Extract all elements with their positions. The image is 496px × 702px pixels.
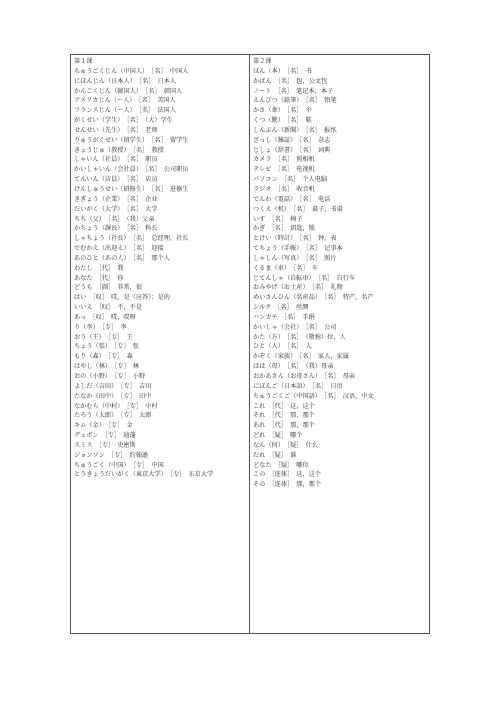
vocab-entry: だれ ［疑］ 谁 bbox=[253, 451, 297, 459]
vocab-entry: ちょう（張） ［专］ 张 bbox=[74, 343, 139, 351]
vocab-entry: かた（方） ［名］ （敬称）位，人 bbox=[253, 333, 346, 341]
vocab-entry: くるま（車） ［名］ 车 bbox=[253, 264, 318, 272]
vocab-entry: だいがく（大学） ［名］ 大学 bbox=[74, 205, 158, 213]
vocab-entry: おの（小野） ［专］ 小野 bbox=[74, 373, 146, 380]
vocab-entry: てちょう（手帳） ［名］ 记事本 bbox=[253, 245, 343, 253]
vocab-entry: どうも ［副］ 非常，很 bbox=[74, 284, 143, 292]
lesson2-title: 第２课 bbox=[253, 58, 272, 65]
vocab-entry: かんこくじん（韓国人） ［名］ 韩国人 bbox=[74, 87, 183, 95]
vocab-entry: とうきょうだいがく（東京大学） ［专］ 东京大学 bbox=[74, 471, 214, 479]
vocab-entry: ちゅうごく（中国） ［专］ 中国 bbox=[74, 461, 164, 469]
vocab-entry: もり（森） ［专］ 森 bbox=[74, 353, 133, 361]
vocab-entry: じしょ（辞書） ［名］ 词典 bbox=[253, 146, 331, 154]
vocab-entry: わたし ［代］ 我 bbox=[74, 264, 124, 272]
vocab-entry: しゃいん（社員） ［名］ 职员 bbox=[74, 156, 158, 164]
vocab-entry: ちち（父） ［名］ （我）父亲 bbox=[74, 215, 155, 223]
vocab-entry: よしだ（吉田） ［专］ 吉田 bbox=[74, 382, 152, 390]
vocab-entry: じてんしゃ（自転車） ［名］ 自行车 bbox=[253, 274, 356, 282]
vocab-entry: カメラ ［名］ 照相机 bbox=[253, 156, 315, 164]
vocab-entry: かぎ ［名］ 钥匙，锁 bbox=[253, 225, 315, 233]
vocab-entry: めいさんひん（名産品） ［名］ 特产，名产 bbox=[253, 294, 374, 302]
vocab-entry: あっ ［叹］ 哎，哎呀 bbox=[74, 313, 136, 321]
vocab-entry: あなた ［代］ 你 bbox=[74, 274, 124, 282]
lesson1-column bbox=[71, 55, 250, 633]
vocab-entry: あのひと（あの人） ［名］ 那个人 bbox=[74, 254, 170, 262]
vocab-entry: あれ ［代］ 那，那个 bbox=[253, 422, 315, 430]
vocab-entry: かいしゃ（会社） ［名］ 公司 bbox=[253, 323, 337, 331]
vocab-entry: かぞく（家族） ［名］ 家人，家属 bbox=[253, 353, 349, 361]
vocab-entry: しんぶん（新聞） ［名］ 报纸 bbox=[253, 126, 337, 134]
vocab-entry: フランスじん（～人） ［名］ 法国人 bbox=[74, 107, 176, 115]
vocabulary-table bbox=[70, 54, 430, 634]
vocab-entry: ちゅうごくご（中国語） ［名］ 汉语，中文 bbox=[253, 392, 374, 400]
vocab-entry: でむかえ（出迎え） ［名］ 迎接 bbox=[74, 245, 164, 253]
vocab-entry: でんわ（電話） ［名］ 电话 bbox=[253, 195, 331, 203]
vocab-entry: どなた ［疑］ 哪位 bbox=[253, 461, 309, 469]
vocab-entry: それ ［代］ 那，那个 bbox=[253, 412, 315, 420]
vocab-entry: とけい（時計） ［名］ 钟，表 bbox=[253, 235, 337, 243]
vocab-entry: たろう（太郎） ［专］ 太郎 bbox=[74, 412, 152, 420]
vocab-entry: り（李） ［专］ 李 bbox=[74, 323, 127, 331]
vocab-entry: きぎょう（企業） ［名］ 企业 bbox=[74, 195, 158, 203]
vocab-entry: ちゅうごくじん（中国人） ［名］ 中国人 bbox=[74, 67, 189, 75]
vocab-entry: その ［连体］ 那，那个 bbox=[253, 481, 322, 489]
vocab-entry: なかむら（中村） ［专］ 中村 bbox=[74, 402, 158, 410]
vocab-entry: スミス ［专］ 史密斯 bbox=[74, 441, 136, 449]
vocab-entry: ジョンソン ［专］ 约翰逊 bbox=[74, 451, 149, 459]
vocab-entry: キム（金） ［专］ 金 bbox=[74, 422, 133, 430]
vocab-entry: テレビ ［名］ 电视机 bbox=[253, 166, 315, 174]
vocab-entry: アメリカじん（～人） ［名］ 美国人 bbox=[74, 97, 176, 105]
vocab-entry: これ ［代］ 这，这个 bbox=[253, 402, 315, 410]
vocab-entry: はは（母） ［名］ （我）母亲 bbox=[253, 363, 334, 371]
vocab-entry: たなか（田中） ［专］ 田中 bbox=[74, 392, 152, 400]
vocab-entry: かさ（傘） ［名］ 伞 bbox=[253, 107, 312, 115]
vocab-entry: きょうじゅ（教授） ［名］ 教授 bbox=[74, 146, 164, 154]
vocab-entry: ハンカチ ［名］ 手绢 bbox=[253, 313, 315, 321]
vocab-entry: がくせい（学生） ［名］ （大）学生 bbox=[74, 117, 173, 125]
vocab-entry: なん（何） ［疑］ 什么 bbox=[253, 441, 318, 449]
vocab-entry: どれ ［疑］ 哪个 bbox=[253, 432, 303, 440]
vocab-entry: くつ（靴） ［名］ 鞋 bbox=[253, 117, 312, 125]
vocab-entry: かばん ［名］ 包，公文包 bbox=[253, 77, 328, 85]
vocab-entry: ノート ［名］ 笔记本，本子 bbox=[253, 87, 334, 95]
vocab-entry: けんしゅうせい（研修生） ［名］ 进修生 bbox=[74, 185, 189, 193]
vocab-entry: しゃちょう（社長） ［名］ 总经理，社长 bbox=[74, 235, 189, 243]
vocab-entry: ほん（本） ［名］ 书 bbox=[253, 67, 312, 75]
vocab-entry: ざっし（雑誌） ［名］ 杂志 bbox=[253, 136, 331, 144]
vocab-entry: かちょう（課長） ［名］ 科长 bbox=[74, 225, 158, 233]
vocab-entry: デュポン ［专］ 迪蓬 bbox=[74, 432, 136, 440]
vocab-entry: この ［连体］ 这，这个 bbox=[253, 471, 322, 479]
vocab-entry: しゃしん（写真） ［名］ 照片 bbox=[253, 254, 337, 262]
vocab-entry: おみやげ（お土産） ［名］ 礼物 bbox=[253, 284, 343, 292]
vocab-entry: パソコン ［名］ 个人电脑 bbox=[253, 176, 328, 184]
vocab-entry: はやし（林） ［专］ 林 bbox=[74, 363, 139, 371]
vocab-entry: シルク ［名］ 丝绸 bbox=[253, 304, 309, 312]
vocab-entry: にほんじん（日本人） ［名］ 日本人 bbox=[74, 77, 177, 85]
vocab-entry: せんせい（先生） ［名］ 老师 bbox=[74, 126, 158, 134]
lesson2-entry-list bbox=[253, 67, 426, 490]
vocab-entry: ラジオ ［名］ 收音机 bbox=[253, 185, 315, 193]
lesson2-column bbox=[250, 55, 429, 633]
vocab-entry: いいえ ［叹］ 不，不是 bbox=[74, 304, 143, 312]
lesson1-title: 第１课 bbox=[74, 58, 93, 65]
vocab-entry: ひと（人） ［名］ 人 bbox=[253, 343, 312, 351]
vocab-entry: りゅうがくせい（留学生） ［名］ 留学生 bbox=[74, 136, 189, 144]
lesson1-entry-list bbox=[74, 67, 246, 480]
vocab-entry: いす ［名］ 椅子 bbox=[253, 215, 303, 223]
vocab-entry: にほんご（日本語） ［名］ 日语 bbox=[253, 382, 343, 390]
vocab-entry: かいしゃいん（会社員） ［名］ 公司职员 bbox=[74, 166, 189, 174]
vocab-entry: つくえ（机） ［名］ 桌子，书桌 bbox=[253, 205, 343, 213]
vocab-entry: てんいん（店員） ［名］ 店员 bbox=[74, 176, 158, 184]
vocab-entry: はい ［叹］ 哎，是（应答）；是的 bbox=[74, 294, 170, 302]
vocab-entry: おかあさん（お母さん） ［名］ 母亲 bbox=[253, 373, 356, 380]
vocab-entry: えんぴつ（鉛筆） ［名］ 铅笔 bbox=[253, 97, 337, 105]
vocab-entry: おう（王） ［专］ 王 bbox=[74, 333, 133, 341]
